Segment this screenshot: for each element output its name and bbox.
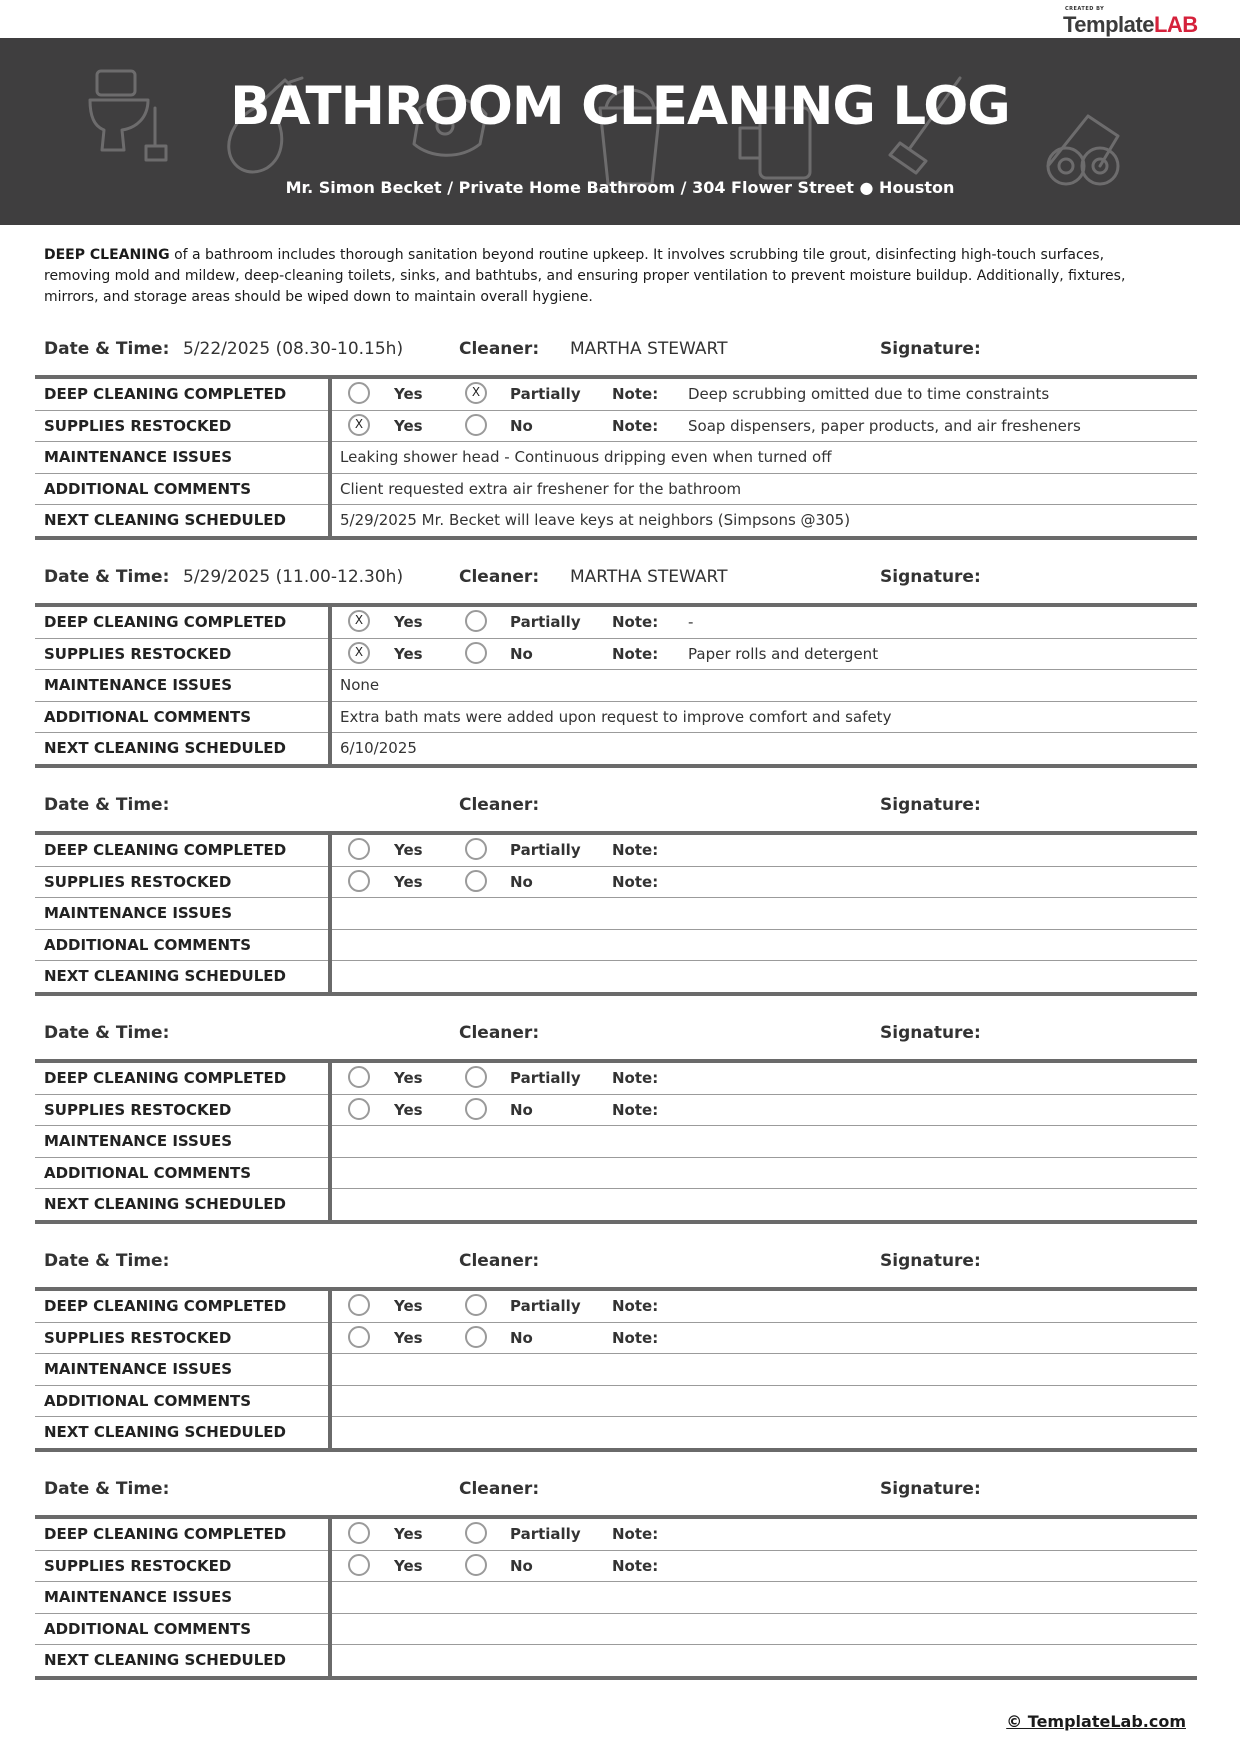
entry-header — [35, 785, 1197, 831]
deep-note-value[interactable]: - — [688, 613, 694, 632]
supplies-no-label: No — [510, 1328, 533, 1347]
deep-partially-label: Partially — [510, 841, 581, 860]
deep-note-value[interactable]: Deep scrubbing omitted due to time constraints — [688, 385, 1050, 404]
logo-text-template: Template — [1063, 12, 1154, 37]
signature-label: Signature: — [880, 795, 981, 815]
entry-header — [35, 1241, 1197, 1287]
supplies-yes-label: Yes — [394, 1328, 423, 1347]
deep-partially-radio[interactable] — [465, 1522, 487, 1544]
date-time-label: Date & Time: — [44, 1251, 170, 1271]
deep-cleaning-label: DEEP CLEANING COMPLETED — [35, 1517, 330, 1550]
next-cleaning-label: NEXT CLEANING SCHEDULED — [35, 505, 330, 538]
table-row — [35, 1354, 1197, 1386]
supplies-no-label: No — [510, 872, 533, 891]
deep-partially-radio[interactable]: X — [465, 382, 487, 404]
entry-header — [35, 557, 1197, 603]
deep-yes-label: Yes — [394, 1525, 423, 1544]
table-row — [35, 377, 1197, 410]
deep-cleaning-label: DEEP CLEANING COMPLETED — [35, 605, 330, 638]
templatelab-logo — [1059, 6, 1209, 40]
next-cleaning-label: NEXT CLEANING SCHEDULED — [35, 1645, 330, 1678]
date-time-label: Date & Time: — [44, 1479, 170, 1499]
log-entry — [35, 1241, 1197, 1452]
log-entry — [35, 557, 1197, 768]
supplies-yes-label: Yes — [394, 644, 423, 663]
supplies-yes-radio[interactable] — [348, 1326, 370, 1348]
date-time-value[interactable]: 5/29/2025 (11.00-12.30h) — [183, 567, 404, 587]
cleaner-label: Cleaner: — [459, 339, 540, 359]
supplies-no-label: No — [510, 644, 533, 663]
supplies-yes-radio[interactable]: X — [348, 414, 370, 436]
next-cleaning-label: NEXT CLEANING SCHEDULED — [35, 1417, 330, 1450]
cleaner-label: Cleaner: — [459, 1023, 540, 1043]
intro-bold: DEEP CLEANING — [44, 247, 170, 263]
log-entry — [35, 785, 1197, 996]
table-row — [35, 1613, 1197, 1645]
deep-partially-label: Partially — [510, 1297, 581, 1316]
date-time-label: Date & Time: — [44, 339, 170, 359]
deep-note-label: Note: — [612, 1069, 659, 1088]
cleaner-label: Cleaner: — [459, 1479, 540, 1499]
table-row — [35, 701, 1197, 733]
table-row — [35, 1417, 1197, 1450]
supplies-note-label: Note: — [612, 872, 659, 891]
table-row — [35, 1157, 1197, 1189]
next-cleaning-label: NEXT CLEANING SCHEDULED — [35, 733, 330, 766]
table-row — [35, 1645, 1197, 1678]
entry-header — [35, 1469, 1197, 1515]
date-time-label: Date & Time: — [44, 567, 170, 587]
deep-partially-label: Partially — [510, 613, 581, 632]
comments-value[interactable]: Extra bath mats were added upon request to improve comfort and safety — [330, 701, 1197, 733]
supplies-no-radio[interactable] — [465, 1326, 487, 1348]
supplies-yes-radio[interactable] — [348, 870, 370, 892]
maintenance-label: MAINTENANCE ISSUES — [35, 670, 330, 702]
supplies-note-label: Note: — [612, 416, 659, 435]
maintenance-label: MAINTENANCE ISSUES — [35, 1354, 330, 1386]
table-row — [35, 410, 1197, 442]
cleaner-label: Cleaner: — [459, 795, 540, 815]
next-cleaning-value[interactable] — [330, 1645, 1197, 1678]
supplies-label: SUPPLIES RESTOCKED — [35, 1322, 330, 1354]
table-row — [35, 473, 1197, 505]
maintenance-label: MAINTENANCE ISSUES — [35, 442, 330, 474]
page-subtitle: Mr. Simon Becket / Private Home Bathroom / 304 Flower Street ● Houston — [285, 178, 955, 197]
supplies-label: SUPPLIES RESTOCKED — [35, 1550, 330, 1582]
deep-yes-radio[interactable] — [348, 1522, 370, 1544]
deep-note-label: Note: — [612, 841, 659, 860]
next-cleaning-value[interactable]: 5/29/2025 Mr. Becket will leave keys at neighbors (Simpsons @305) — [340, 511, 851, 530]
supplies-yes-label: Yes — [394, 416, 423, 435]
next-cleaning-value[interactable] — [330, 1189, 1197, 1222]
maintenance-value[interactable] — [330, 898, 1197, 930]
table-row — [35, 961, 1197, 994]
supplies-note-label: Note: — [612, 644, 659, 663]
deep-yes-label: Yes — [394, 1069, 423, 1088]
deep-partially-label: Partially — [510, 1525, 581, 1544]
table-row — [35, 929, 1197, 961]
supplies-no-radio[interactable] — [465, 870, 487, 892]
maintenance-value[interactable]: None — [330, 670, 1197, 702]
supplies-yes-radio[interactable]: X — [348, 642, 370, 664]
deep-yes-radio[interactable] — [348, 1066, 370, 1088]
deep-note-label: Note: — [612, 613, 659, 632]
log-entry — [35, 1013, 1197, 1224]
supplies-yes-label: Yes — [394, 1100, 423, 1119]
deep-cleaning-label: DEEP CLEANING COMPLETED — [35, 1289, 330, 1322]
next-cleaning-value[interactable] — [330, 961, 1197, 994]
table-row — [35, 605, 1197, 638]
supplies-yes-radio[interactable] — [348, 1554, 370, 1576]
deep-note-label: Note: — [612, 385, 659, 404]
maintenance-label: MAINTENANCE ISSUES — [35, 1126, 330, 1158]
header-banner — [0, 38, 1240, 225]
table-row — [35, 505, 1197, 538]
deep-cleaning-label: DEEP CLEANING COMPLETED — [35, 833, 330, 866]
deep-partially-radio[interactable] — [465, 838, 487, 860]
intro-text: of a bathroom includes thorough sanitation beyond routine upkeep. It involves scrubbing tile grout, disinfecting high-touch surfaces, removing mold and mildew, deep-cleaning toilets, sinks, and bathtubs, and ensuring proper ventilation to prevent moisture buildup. Additionally, fixtures, mirrors, and storage areas should be wiped down to maintain overall hygiene. — [44, 247, 1126, 305]
table-row — [35, 1550, 1197, 1582]
log-entry — [35, 329, 1197, 540]
maintenance-value[interactable] — [330, 1354, 1197, 1386]
maintenance-label: MAINTENANCE ISSUES — [35, 1582, 330, 1614]
deep-cleaning-label: DEEP CLEANING COMPLETED — [35, 1061, 330, 1094]
entry-table — [35, 603, 1197, 768]
deep-yes-label: Yes — [394, 385, 423, 404]
supplies-yes-label: Yes — [394, 1556, 423, 1575]
table-row — [35, 1517, 1197, 1550]
supplies-note-value[interactable]: Paper rolls and detergent — [688, 644, 879, 663]
supplies-note-label: Note: — [612, 1328, 659, 1347]
deep-yes-label: Yes — [394, 841, 423, 860]
cleaner-label: Cleaner: — [459, 567, 540, 587]
intro-paragraph — [44, 245, 1174, 308]
entry-table — [35, 1059, 1197, 1224]
supplies-no-label: No — [510, 1100, 533, 1119]
deep-partially-label: Partially — [510, 1069, 581, 1088]
table-row — [35, 670, 1197, 702]
deep-yes-label: Yes — [394, 1297, 423, 1316]
deep-note-label: Note: — [612, 1297, 659, 1316]
next-cleaning-label: NEXT CLEANING SCHEDULED — [35, 961, 330, 994]
footer-copyright-link[interactable]: © TemplateLab.com — [1006, 1712, 1186, 1731]
comments-label: ADDITIONAL COMMENTS — [35, 473, 330, 505]
supplies-no-label: No — [510, 1556, 533, 1575]
table-row — [35, 638, 1197, 670]
supplies-note-value[interactable]: Soap dispensers, paper products, and air fresheners — [688, 416, 1081, 435]
deep-yes-radio[interactable] — [348, 382, 370, 404]
supplies-note-label: Note: — [612, 1100, 659, 1119]
entry-header — [35, 329, 1197, 375]
deep-yes-radio[interactable] — [348, 838, 370, 860]
maintenance-value[interactable] — [330, 1126, 1197, 1158]
deep-partially-label: Partially — [510, 385, 581, 404]
table-row — [35, 1094, 1197, 1126]
table-row — [35, 1061, 1197, 1094]
logo-text-lab: LAB — [1153, 12, 1198, 37]
date-time-label: Date & Time: — [44, 795, 170, 815]
supplies-yes-label: Yes — [394, 872, 423, 891]
deep-partially-radio[interactable] — [465, 610, 487, 632]
supplies-no-radio[interactable] — [465, 642, 487, 664]
entry-table — [35, 375, 1197, 540]
table-row — [35, 733, 1197, 766]
next-cleaning-value[interactable]: 6/10/2025 — [340, 739, 417, 758]
deep-cleaning-label: DEEP CLEANING COMPLETED — [35, 377, 330, 410]
deep-yes-radio[interactable] — [348, 1294, 370, 1316]
entry-table — [35, 1515, 1197, 1680]
comments-value[interactable] — [330, 929, 1197, 961]
logo-created-by: CREATED BY — [1065, 6, 1105, 12]
comments-value[interactable] — [330, 1385, 1197, 1417]
supplies-label: SUPPLIES RESTOCKED — [35, 1094, 330, 1126]
deep-partially-radio[interactable] — [465, 1294, 487, 1316]
supplies-no-radio[interactable] — [465, 1554, 487, 1576]
date-time-value[interactable]: 5/22/2025 (08.30-10.15h) — [183, 339, 404, 359]
entry-header — [35, 1013, 1197, 1059]
entry-table — [35, 1287, 1197, 1452]
comments-value[interactable]: Client requested extra air freshener for the bathroom — [330, 473, 1197, 505]
signature-label: Signature: — [880, 567, 981, 587]
table-row — [35, 898, 1197, 930]
comments-value[interactable] — [330, 1613, 1197, 1645]
next-cleaning-value[interactable] — [330, 1417, 1197, 1450]
comments-label: ADDITIONAL COMMENTS — [35, 929, 330, 961]
log-entry — [35, 1469, 1197, 1680]
maintenance-value[interactable] — [330, 1582, 1197, 1614]
supplies-no-label: No — [510, 416, 533, 435]
cleaner-value[interactable]: MARTHA STEWART — [570, 567, 728, 587]
deep-yes-label: Yes — [394, 613, 423, 632]
comments-label: ADDITIONAL COMMENTS — [35, 1157, 330, 1189]
supplies-no-radio[interactable] — [465, 414, 487, 436]
supplies-note-label: Note: — [612, 1556, 659, 1575]
table-row — [35, 1582, 1197, 1614]
table-row — [35, 833, 1197, 866]
entry-table — [35, 831, 1197, 996]
maintenance-label: MAINTENANCE ISSUES — [35, 898, 330, 930]
table-row — [35, 1126, 1197, 1158]
signature-label: Signature: — [880, 339, 981, 359]
comments-label: ADDITIONAL COMMENTS — [35, 1385, 330, 1417]
supplies-yes-radio[interactable] — [348, 1098, 370, 1120]
date-time-label: Date & Time: — [44, 1023, 170, 1043]
signature-label: Signature: — [880, 1479, 981, 1499]
comments-value[interactable] — [330, 1157, 1197, 1189]
supplies-no-radio[interactable] — [465, 1098, 487, 1120]
comments-label: ADDITIONAL COMMENTS — [35, 701, 330, 733]
table-row — [35, 1289, 1197, 1322]
comments-label: ADDITIONAL COMMENTS — [35, 1613, 330, 1645]
supplies-label: SUPPLIES RESTOCKED — [35, 638, 330, 670]
cleaner-value[interactable]: MARTHA STEWART — [570, 339, 728, 359]
cleaner-label: Cleaner: — [459, 1251, 540, 1271]
signature-label: Signature: — [880, 1251, 981, 1271]
next-cleaning-label: NEXT CLEANING SCHEDULED — [35, 1189, 330, 1222]
signature-label: Signature: — [880, 1023, 981, 1043]
supplies-label: SUPPLIES RESTOCKED — [35, 866, 330, 898]
table-row — [35, 1189, 1197, 1222]
maintenance-value[interactable]: Leaking shower head - Continuous dripping even when turned off — [330, 442, 1197, 474]
deep-partially-radio[interactable] — [465, 1066, 487, 1088]
table-row — [35, 866, 1197, 898]
page-title: BATHROOM CLEANING LOG — [230, 76, 1010, 137]
deep-note-label: Note: — [612, 1525, 659, 1544]
table-row — [35, 1322, 1197, 1354]
deep-yes-radio[interactable]: X — [348, 610, 370, 632]
supplies-label: SUPPLIES RESTOCKED — [35, 410, 330, 442]
table-row — [35, 442, 1197, 474]
table-row — [35, 1385, 1197, 1417]
